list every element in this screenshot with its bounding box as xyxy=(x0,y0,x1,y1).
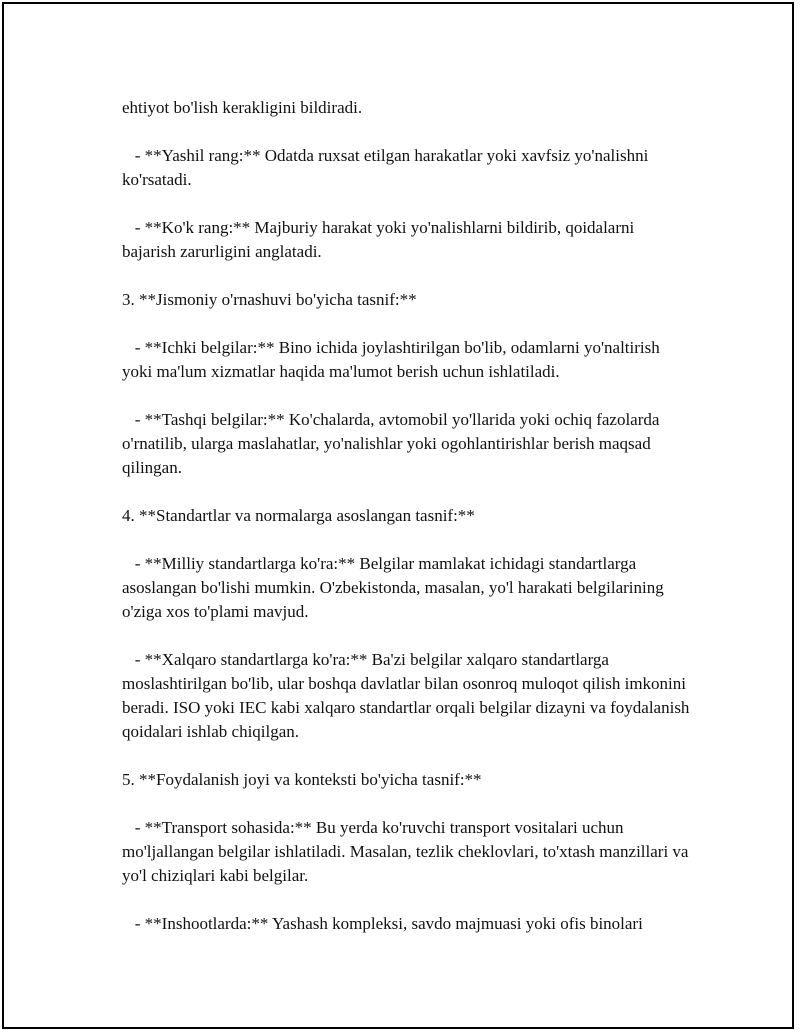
paragraph: - **Yashil rang:** Odatda ruxsat etilgan harakatlar yoki xavfsiz yo'nalishni ko'rsatadi. xyxy=(122,146,653,189)
paragraph: - **Xalqaro standartlarga ko'ra:** Ba'zi belgilar xalqaro standartlarga moslashtirilgan bo'lib, ular boshqa davlatlar bilan osonroq muloqot qilish imkonini beradi. ISO yoki IEC kabi xalqaro standartlar orqali belgilar dizayni va foydalanish qoidalari ishlab chiqilgan. xyxy=(122,650,694,741)
paragraph: - **Ichki belgilar:** Bino ichida joylashtirilgan bo'lib, odamlarni yo'naltirish yoki ma'lum xizmatlar haqida ma'lumot berish uchun ishlatiladi. xyxy=(122,338,664,381)
section-heading: 3. **Jismoniy o'rnashuvi bo'yicha tasnif:** xyxy=(122,290,417,309)
section-heading: 4. **Standartlar va normalarga asoslangan tasnif:** xyxy=(122,506,475,525)
paragraph: - **Milliy standartlarga ko'ra:** Belgilar mamlakat ichidagi standartlarga asoslangan bo'lishi mumkin. O'zbekistonda, masalan, yo'l harakati belgilarining o'ziga xos to'plami mavjud. xyxy=(122,554,668,621)
paragraph: - **Tashqi belgilar:** Ko'chalarda, avtomobil yo'llarida yoki ochiq fazolarda o'rnatilib, ularga maslahatlar, yo'nalishlar yoki ogohlantirishlar berish maqsad qilingan. xyxy=(122,410,664,477)
document-body xyxy=(122,96,692,936)
paragraph: ehtiyot bo'lish kerakligini bildiradi. xyxy=(122,98,363,117)
paragraph: - **Transport sohasida:** Bu yerda ko'ruvchi transport vositalari uchun mo'ljallangan belgilar ishlatiladi. Masalan, tezlik cheklovlari, to'xtash manzillari va yo'l chiziqlari kabi belgilar. xyxy=(122,818,693,885)
paragraph: - **Inshootlarda:** Yashash kompleksi, savdo majmuasi yoki ofis binolari xyxy=(122,914,643,933)
section-heading: 5. **Foydalanish joyi va konteksti bo'yicha tasnif:** xyxy=(122,770,482,789)
page-frame xyxy=(2,2,794,1029)
paragraph: - **Ko'k rang:** Majburiy harakat yoki yo'nalishlarni bildirib, qoidalarni bajarish zarurligini anglatadi. xyxy=(122,218,639,261)
